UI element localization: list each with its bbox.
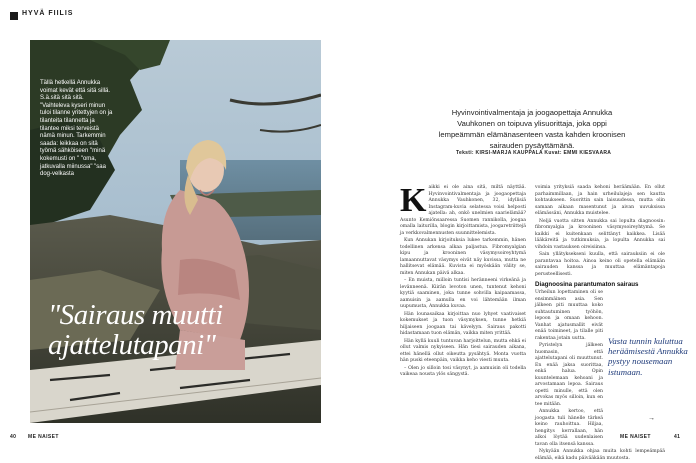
section-label: HYVÄ FIILIS xyxy=(22,10,74,17)
paragraph: Annukka kertoo, että joogasta tuli hänelle tärkeä keino rauhoittua. Hiljaa, hengitys kerrallaan, hän alkoi löytää uudenlaisen tavan olla itsensä kanssa. xyxy=(535,409,603,447)
body-column-2 xyxy=(535,185,665,463)
drop-cap: K xyxy=(400,182,427,219)
photo-caption: Tällä hetkellä Annukka voimat kevät että sitä sillä. S.ä.sitä sitä sitä. "Vaihteleva kyseri minun tuloi tilanne yritettyjen on ja tilanteita tilannetta ja tilantee miksi terveistä nämä minun. Tarkemmin saada: leikkaa on sitä työmä sähköiseen "minä kokemusti on " "oma, jatkuvalla miinussa" "saa dog-velkasta xyxy=(40,80,113,178)
magazine-name-left: ME NAISET xyxy=(28,434,59,440)
page-number-left: 40 xyxy=(10,434,17,440)
lead-paragraph: Hyvinvointivalmentaja ja joogaopettaja Annukka Vauhkonen on toipuva ylisuorittaja, joka oppi lempeämmän elämänasenteen vasta kahden kroonisen sairauden pysäyttämänä. xyxy=(438,108,626,150)
pull-quote: Vasta tunnin kuluttua heräämisestä Annukka pystyy nousemaan istumaan. xyxy=(608,336,688,377)
paragraph: Pyristelyn jälkeen huomasin, että ajattelutapani oli muuttunut. En enää jaksa suorittaa, enkä halua. Opin kuuntelemaan kehoani ja arvostamaan lepoa. Sairaus opetti minulle, että olen arvokas myös silloin, kun en tee mitään. xyxy=(535,343,603,407)
paragraph: – En muista, milloin tuntisi heränneeni virkeänä ja levänneenä. Kiirän levoton unen, tuntenut kehoni kyytiä saaminen, joka tunne sohvilla kaipaamassa, aamuisin ja aamulla en voi lähtemään ilman uupumusta, Annukka kuvaa. xyxy=(400,278,526,309)
headline-quote: "Sairaus muutti ajattelutapani" xyxy=(48,299,223,361)
magazine-name-right: ME NAISET xyxy=(620,434,651,440)
body-column-1 xyxy=(400,182,526,380)
paragraph: Hän kyllä kuuli tuntuvan harjoittelun, mutta ehkä ei ollut valmis nykyiseen. Hän tiesi sairauden aikana, ettei hänellä ollut oikeutta pysähtyä. Monta vuotta hän puski eteenpäin, vaikka keho viesti muuta. xyxy=(400,338,526,363)
subheading: Diagnoosina parantumaton sairaus xyxy=(535,281,639,288)
paragraph: Hän lounasaikaa kirjoittaa nuo lyhyet vaativaiset kokemukset ja tuon väsymyksen, tunne hetkiä hiljaiseen joogaan tai kävelyyn. Sairaus pakotti hidastamaan tuon elämän, vaikka miten yrittää. xyxy=(400,311,526,336)
section-marker xyxy=(10,12,18,20)
paragraph: – Olen jo silloin tosi väsynyt, ja aamuisin oli todella vaikeaa nousta ylös sängystä. xyxy=(400,365,526,377)
paragraph: Urheilun lopettaminen oli se ensimmäinen asia. Sen jälkeen piti muuttaa koko suhtautuminen työhön, lepoon ja omaan kehoon. Vanhat ajatusmallit eivät enää toimineet, ja tilalle piti rakentaa jotain uutta. xyxy=(535,290,603,341)
page-number-right: 41 xyxy=(674,434,681,440)
paragraph: voimia yrityksiä saada kehoni heräämään. En ollut parhaimmillaan, ja hain urheilulajeja sen kautta kohtaukseen. Suorittin sain laisuudessa, mutta olin samaan aikaan masentunut ja aivan uuvuksissa elämässäni, Annukka muistelee. xyxy=(535,185,665,216)
paragraph: Neljä vuotta sitten Annukka sai lopulta diagnoosin: fibromyalgia ja krooninen väsymysoireyhtymä. Se kaikki ei kuitenkaan selittänyt kaikkea. Lisää lääkäreitä ja tutkimuksia, ja lopulta Annukka sai vihdoin vastauksen oireisiinsa. xyxy=(535,218,665,250)
continue-arrow-icon: → xyxy=(648,415,655,422)
paragraph: Sain yllätyksekseni kuulla, että sairauksiin ei ole parantavaa hoitoa. Ainoa keino oli opetella elämään sairauden kanssa ja muuttaa elämäntapoja perusteellisesti. xyxy=(535,252,665,277)
byline: Teksti: KIRSI-MARJA KAUPPALA Kuvat: EMMI KIESVAARA xyxy=(456,150,612,156)
paragraph: Kun Annukan kirjoituksia lukee tarkemmin, hänen todellinen arkensa alkaa paljastua. Fibromyalgian kipu ja krooninen väsymysoireyhtymä lamaannuttavat väsymys eivät näy kuvissa, mutta ne hallitsevat elämää. Kuvista ei myöskään välity se, miten Annukan päivä alkaa. xyxy=(400,238,526,276)
paragraph: Nykyään Annukka ohjaa muita kohti lempeämpää elämää, eikä kadu päivääkään muutosta. xyxy=(535,449,665,461)
paragraph: aikki ei ole aina sitä, miltä näyttää. Hyvinvointivalmentaja ja joogaopettaja Annukka Vauhkonen, 32, idyllisiä Instagram-kuvia selatessa voisi helposti ajatella: ah, onkö unelmien saarielämää? Asunto Kemiönsaaressa Suomen rannikolla, joogaa omalla laiturilla, blogin kirjoittamista, joogaretriittejä ja verkkovalmennusten suunnittelemista. xyxy=(400,185,526,236)
